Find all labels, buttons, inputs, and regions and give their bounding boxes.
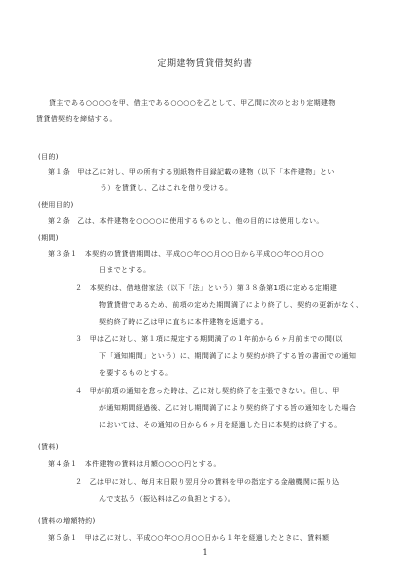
article-3-3-line-1: ３ 甲は乙に対し、第１項に規定する期間満了の１年前から６ヶ月前までの間(以 bbox=[75, 335, 343, 343]
heading-purpose: (目的) bbox=[38, 153, 59, 161]
page-number: 1 bbox=[202, 548, 208, 557]
preamble-line-1: 貸主である○○○○を甲、借主である○○○○を乙として、甲乙間に次のとおり定期建物 bbox=[49, 99, 336, 107]
document-title: 定期建物賃貸借契約書 bbox=[157, 59, 253, 69]
article-3-4-line-1: ４ 甲が前項の通知を怠った時は、乙に対し契約終了を主張できない。但し、甲 bbox=[75, 387, 340, 395]
article-3-line-2: 日までとする。 bbox=[99, 266, 151, 274]
article-4-2-line-1: ２ 乙は甲に対し、毎月末日限り翌月分の賃料を甲の指定する金融機関に振り込 bbox=[75, 478, 340, 486]
article-3-4-line-3: においては、その通知の日から６ヶ月を経過した日に本契約は終了する。 bbox=[99, 421, 342, 429]
article-2-line-1: 第２条 乙は、本件建物を○○○○に使用するものとし、他の目的には使用しない。 bbox=[48, 217, 324, 225]
heading-rent: (賃料) bbox=[38, 443, 59, 451]
article-1-line-1: 第１条 甲は乙に対し、甲の所有する別紙物件目録記載の建物（以下「本件建物」とい bbox=[48, 168, 335, 176]
heading-rent-increase: (賃料の増額特約) bbox=[38, 517, 96, 525]
heading-use: (使用目的) bbox=[38, 201, 74, 209]
article-3-2-line-2: 物賃貸借であるため、前項の定めた期間満了により終了し、契約の更新がなく、 bbox=[99, 301, 364, 309]
article-4-line-1: 第４条１ 本件建物の賃料は月額○○○○円とする。 bbox=[48, 460, 221, 468]
article-3-4-line-2: が通知期間経過後、乙に対し期間満了により契約終了する旨の通知をした場合 bbox=[99, 404, 357, 412]
article-3-line-1: 第３条１ 本契約の賃貸借期間は、平成○○年○○月○○日から平成○○年○○月○○ bbox=[48, 250, 324, 258]
article-3-3-line-2: 下「通知期間」という）に、期間満了により契約が終了する旨の書面での通知 bbox=[99, 352, 357, 360]
heading-term: (期間) bbox=[38, 234, 59, 242]
article-3-2-line-3: 契約終了時に乙は甲に直ちに本件建物を返還する。 bbox=[99, 318, 269, 326]
article-3-3-line-3: を要するものとする。 bbox=[99, 369, 173, 377]
preamble-line-2: 賃貸借契約を締結する。 bbox=[36, 115, 117, 123]
article-5-line-1: 第５条１ 甲は乙に対し、平成○○年○○月○○日から１年を経過したときに、賃料額 bbox=[48, 534, 330, 542]
article-3-2-line-1: ２ 本契約は、借地借家法（以下「法」という）第３８条第1項に定める定期建 bbox=[75, 284, 338, 292]
article-1-line-2: う）を賃貸し、乙はこれを借り受ける。 bbox=[100, 184, 233, 192]
article-4-2-line-2: んで支払う（振込料は乙の負担とする）。 bbox=[99, 495, 236, 503]
